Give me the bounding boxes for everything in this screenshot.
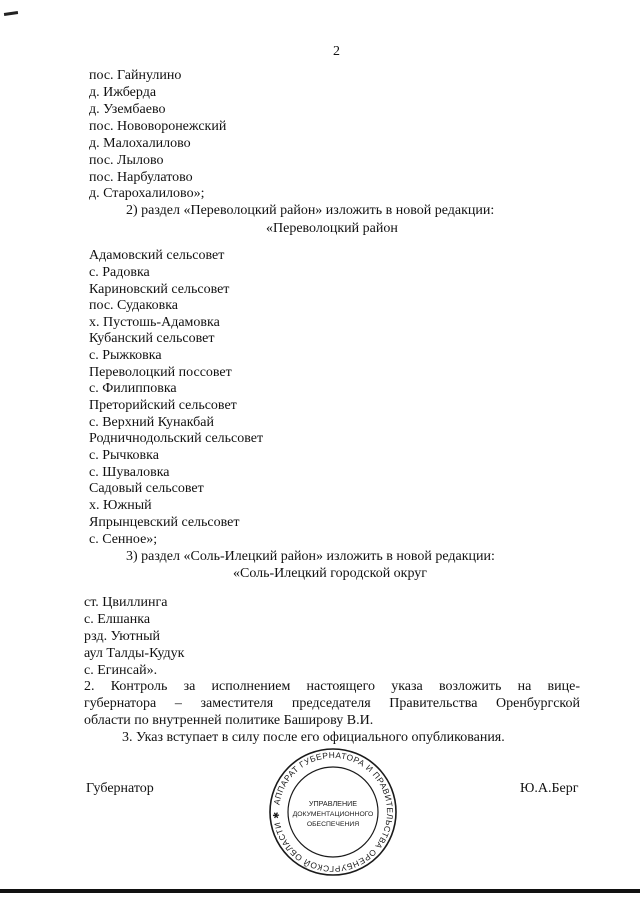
- list-item: с. Рычковка: [89, 448, 159, 463]
- list-item: пос. Гайнулино: [89, 68, 182, 83]
- list-item: д. Узембаево: [89, 102, 166, 117]
- paragraph-line: области по внутренней политике Баширову В.И.: [84, 713, 374, 728]
- list-item: ст. Цвиллинга: [84, 595, 168, 610]
- list-item: Преторийский сельсовет: [89, 398, 237, 413]
- list-item: с. Сенное»;: [89, 532, 158, 547]
- list-item: Переволоцкий поссовет: [89, 365, 232, 380]
- list-item: х. Пустошь-Адамовка: [89, 315, 220, 330]
- section-2-instruction: 2) раздел «Переволоцкий район» изложить в новой редакции:: [126, 203, 495, 218]
- list-item: Адамовский сельсовет: [89, 248, 225, 263]
- list-item: с. Егинсай».: [84, 663, 158, 678]
- list-item: с. Шуваловка: [89, 465, 170, 480]
- list-item: с. Рыжковка: [89, 348, 162, 363]
- list-item: д. Ижберда: [89, 85, 157, 100]
- page-number: 2: [333, 44, 340, 59]
- list-item: Садовый сельсовет: [89, 481, 204, 496]
- list-item: Родничнодольский сельсовет: [89, 431, 264, 446]
- section-2-heading: «Переволоцкий район: [266, 221, 398, 236]
- list-item: д. Малохалилово: [89, 136, 191, 151]
- section-3-instruction: 3) раздел «Соль-Илецкий район» изложить в новой редакции:: [126, 549, 495, 564]
- stamp-line-2: ДОКУМЕНТАЦИОННОГО: [292, 811, 374, 818]
- stamp-line-1: УПРАВЛЕНИЕ: [308, 799, 358, 808]
- paragraph-line: 2. Контроль за исполнением настоящего указа возложить на вице-: [84, 679, 580, 694]
- signature-name: Ю.А.Берг: [520, 781, 579, 796]
- scan-artifact-mark: [4, 11, 18, 16]
- point-3-paragraph: 3. Указ вступает в силу после его официального опубликования.: [122, 730, 505, 745]
- list-item: с. Елшанка: [84, 612, 151, 627]
- list-item: пос. Нововоронежский: [89, 119, 227, 134]
- section-3-heading: «Соль-Илецкий городской округ: [233, 566, 428, 581]
- list-item: Япрынцевский сельсовет: [89, 515, 240, 530]
- list-item: х. Южный: [89, 498, 152, 513]
- list-item: с. Филипповка: [89, 381, 177, 396]
- stamp-outer-text: АППАРАТ ГУБЕРНАТОРА И ПРАВИТЕЛЬСТВА ОРЕНБУРГСКОЙ ОБЛАСТИ ✱: [270, 749, 396, 875]
- list-item: пос. Судаковка: [89, 298, 179, 313]
- list-item: Кубанский сельсовет: [89, 331, 215, 346]
- paragraph-line: губернатора – заместителя председателя Правительства Оренбургской: [84, 696, 580, 711]
- official-stamp: [267, 746, 399, 878]
- list-item: с. Радовка: [89, 265, 150, 280]
- list-item: аул Талды-Кудук: [84, 646, 185, 661]
- stamp-line-3: ОБЕСПЕЧЕНИЯ: [306, 821, 360, 828]
- list-item: Кариновский сельсовет: [89, 282, 230, 297]
- list-item: пос. Лылово: [89, 153, 164, 168]
- list-item: д. Старохалилово»;: [89, 186, 205, 201]
- signature-title: Губернатор: [86, 781, 154, 796]
- list-item: пос. Нарбулатово: [89, 170, 193, 185]
- list-item: с. Верхний Кунакбай: [89, 415, 215, 430]
- list-item: рзд. Уютный: [84, 629, 161, 644]
- bottom-scan-border: [0, 889, 640, 893]
